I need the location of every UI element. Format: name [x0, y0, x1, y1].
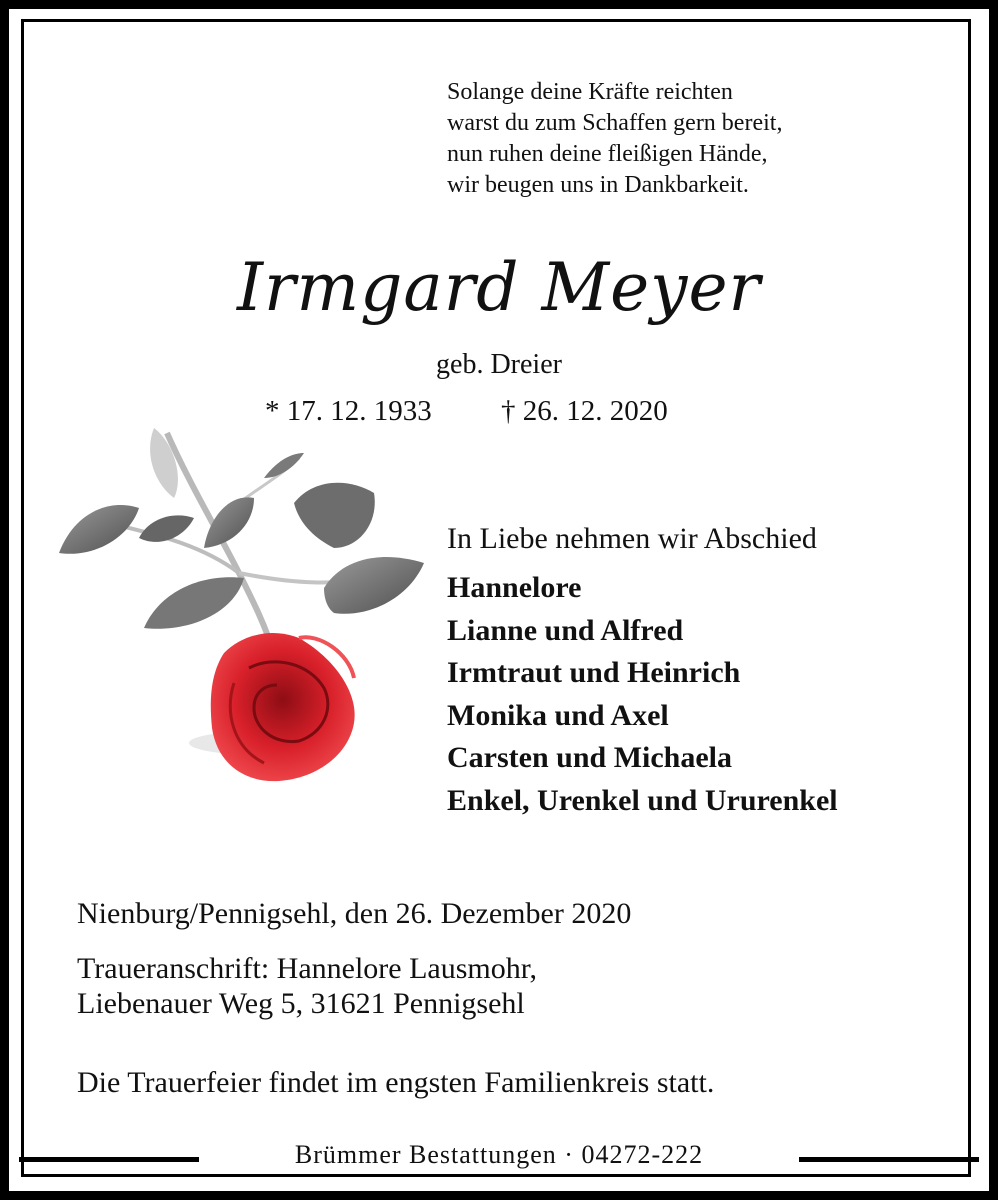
- funeral-home-footer: Brümmer Bestattungen · 04272-222: [294, 1140, 704, 1169]
- mourning-address: [77, 951, 537, 1021]
- farewell-line: In Liebe nehmen wir Abschied: [447, 522, 817, 555]
- family-member: Monika und Axel: [447, 698, 669, 732]
- deceased-name: Irmgard Meyer: [236, 249, 762, 326]
- family-member: Hannelore: [447, 571, 582, 604]
- birth-date: * 17. 12. 1933: [265, 395, 432, 427]
- family-member: Irmtraut und Heinrich: [447, 656, 741, 689]
- footer-rule-right: [799, 1157, 979, 1162]
- family-list: [447, 567, 838, 822]
- family-member: Carsten und Michaela: [447, 741, 732, 774]
- poem-line: Solange deine Kräfte reichten: [447, 79, 733, 105]
- address-line: Liebenauer Weg 5, 31621 Pennigsehl: [77, 987, 525, 1020]
- footer-rule-left: [19, 1157, 199, 1162]
- poem-line: warst du zum Schaffen gern bereit,: [447, 110, 783, 136]
- birth-name: geb. Dreier: [436, 349, 562, 380]
- ceremony-note: Die Trauerfeier findet im engsten Familienkreis statt.: [77, 1066, 715, 1099]
- poem-line: nun ruhen deine fleißigen Hände,: [447, 141, 768, 167]
- family-member: Enkel, Urenkel und Ururenkel: [447, 783, 838, 817]
- red-rose-icon: [49, 423, 429, 803]
- poem-line: wir beugen uns in Dankbarkeit.: [447, 172, 749, 198]
- address-line: Traueranschrift: Hannelore Lausmohr,: [77, 952, 538, 985]
- family-member: Lianne und Alfred: [447, 613, 684, 647]
- death-date: † 26. 12. 2020: [501, 395, 668, 427]
- place-and-date: Nienburg/Pennigsehl, den 26. Dezember 2020: [77, 897, 632, 930]
- obituary-notice: [9, 9, 989, 1191]
- memorial-poem: [447, 77, 782, 201]
